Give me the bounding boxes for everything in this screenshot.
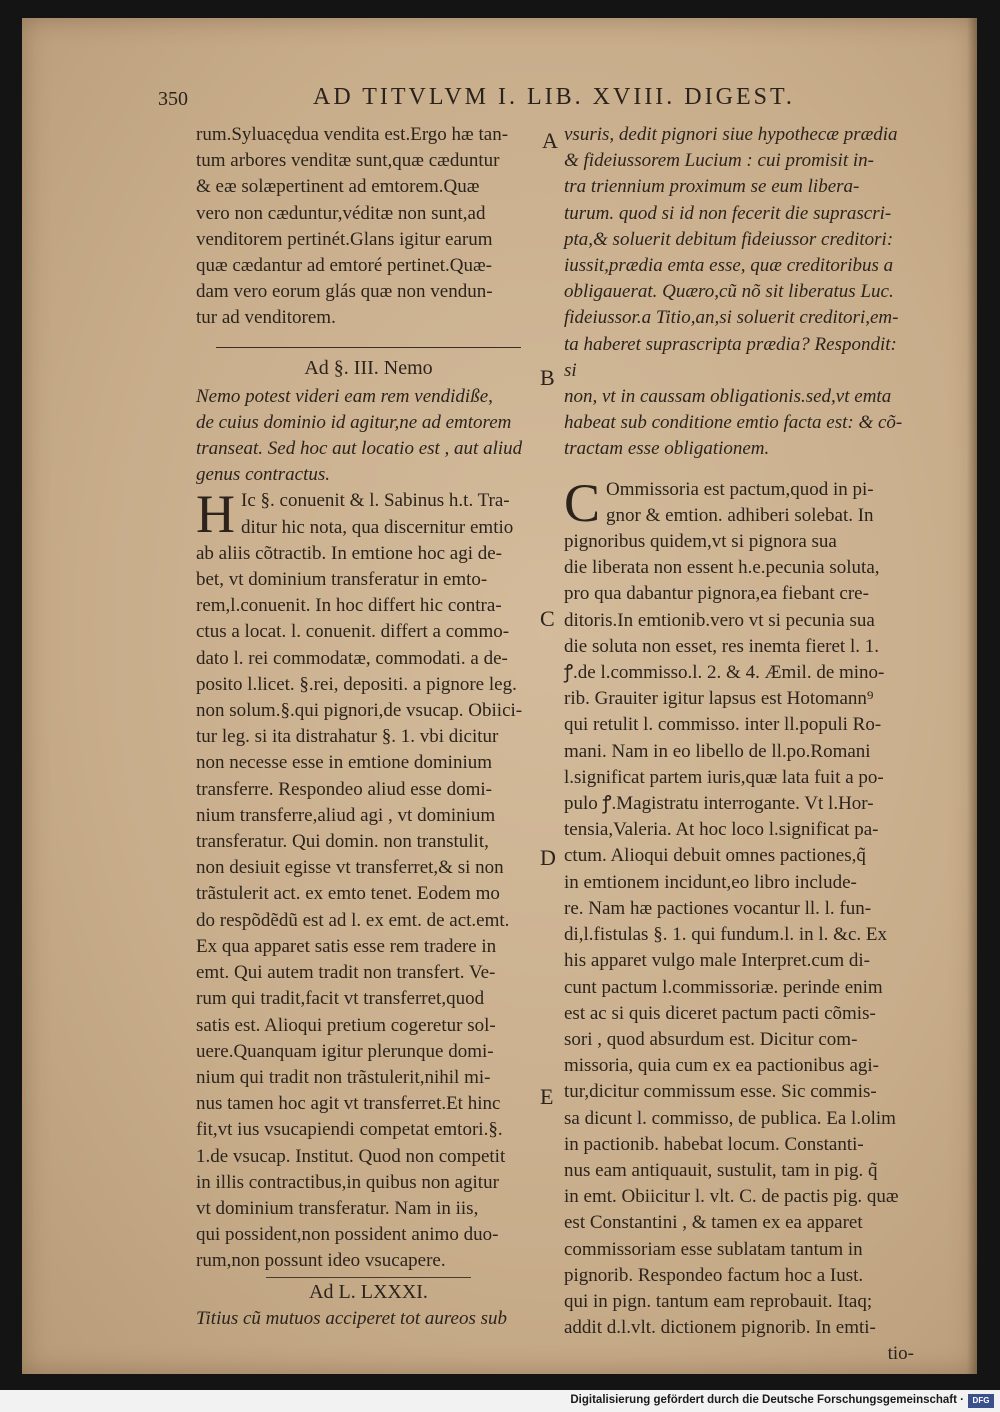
text-line: in illis contractibus,in quibus non agitur	[196, 1171, 499, 1193]
text-line: habeat sub conditione emtio facta est: & cõ-	[564, 412, 903, 434]
text-line: genus contractus.	[196, 464, 331, 486]
left-column	[196, 122, 541, 1332]
text-line: non desiuit egisse vt transferret,& si non	[196, 857, 504, 879]
text-line: tensia,Valeria. At hoc loco l.significat pa-	[564, 819, 879, 841]
text-line: in emt. Obiicitur l. vlt. C. de pactis pig. quæ	[564, 1186, 899, 1208]
text-line: est Constantini , & tamen ex ea apparet	[564, 1212, 863, 1234]
text-line: venditorem pertinét.Glans igitur earum	[196, 228, 493, 250]
text-line: tra triennium proximum se eum libera-	[564, 176, 860, 198]
text-line: commissoriam esse sublatam tantum in	[564, 1238, 863, 1260]
text-line: posito l.licet. §.rei, depositi. a pignore leg.	[196, 673, 517, 695]
text-line: bet, vt dominium transferatur in emto-	[196, 569, 488, 591]
text-line: nus tamen hoc agit vt transferret.Et hinc	[196, 1093, 501, 1115]
margin-letter-b: B	[540, 365, 555, 390]
text-line: pro qua dabantur pignora,ea fiebant cre-	[564, 583, 869, 605]
text-line: pignoribus quidem,vt si pignora sua	[564, 531, 837, 553]
text-line: in pactionib. habebat locum. Constanti-	[564, 1133, 864, 1155]
running-title: AD TITVLVM I. LIB. XVIII. DIGEST.	[313, 84, 795, 110]
text-line: vsuris, dedit pignori siue hypothecæ prædia	[564, 124, 898, 145]
text-line: pta,& soluerit debitum fideiussor creditori:	[564, 228, 894, 250]
lemma-text-continued	[564, 122, 914, 463]
text-line: sori , quod absurdum est. Dicitur com-	[564, 1028, 858, 1050]
text-line: & eæ solæpertinent ad emtorem.Quæ	[196, 176, 480, 198]
lemma-text	[196, 384, 541, 489]
text-line: vt dominium transferatur. Nam in iis,	[196, 1197, 479, 1219]
text-line: nus eam antiquauit, sustulit, tam in pig. q̃	[564, 1159, 878, 1181]
text-line: emt. Qui autem tradit non transfert. Ve-	[196, 962, 496, 984]
text-line: ab aliis cõtractib. In emtione hoc agi de-	[196, 542, 502, 564]
page-gutter-shadow	[967, 18, 977, 1374]
text-line: quæ cædantur ad emtoré pertinet.Quæ-	[196, 255, 493, 277]
text-line: tur ad venditorem.	[196, 307, 336, 329]
page-number: 350	[158, 88, 188, 110]
text-line: qui in pign. tantum eam reprobauit. Itaq;	[564, 1290, 873, 1312]
text-line: turum. quod si id non fecerit die suprascri-	[564, 202, 892, 224]
text-line: Ommissoria est pactum,quod in pi-	[606, 478, 874, 500]
text-line: vero non cæduntur,véditæ non sunt,ad	[196, 202, 486, 224]
text-line: missoria, quia cum ex ea pactionibus agi-	[564, 1055, 879, 1077]
intro-text	[196, 122, 541, 332]
margin-letter-e: E	[540, 1084, 554, 1109]
text-line: rib. Grauiter igitur lapsus est Hotomann⁹	[564, 688, 874, 710]
text-line: Titius cũ mutuos acciperet tot aureos sub	[196, 1307, 508, 1329]
text-line: l.significat partem iuris,quæ lata fuit a po-	[564, 766, 884, 788]
text-line: ꝭ.de l.commisso.l. 2. & 4. Æmil. de mino-	[564, 662, 885, 684]
text-line: ctus a locat. l. conuenit. differt a commo-	[196, 621, 510, 643]
text-line: Ex qua apparet satis esse rem tradere in	[196, 935, 497, 957]
text-line: die soluta non esset, res inemta fieret l. 1.	[564, 635, 879, 657]
text-line: pulo ꝭ.Magistratu interrogante. Vt l.Hor-	[564, 793, 874, 815]
text-line: do respõdẽdũ est ad l. ex emt. de act.emt.	[196, 909, 510, 931]
text-line: gnor & emtion. adhiberi solebat. In	[606, 504, 874, 526]
text-line: non solum.§.qui pignori,de vsucap. Obiici-	[196, 700, 523, 722]
text-line: obligauerat. Quæro,cũ nõ sit liberatus Luc.	[564, 281, 894, 303]
dfg-logo-icon: DFG	[968, 1394, 994, 1408]
commentary-text	[564, 472, 914, 1368]
text-line: transferatur. Qui domin. non transtulit,	[196, 831, 489, 853]
text-line: di,l.fistulas §. 1. qui fundum.l. in l. &c. Ex	[564, 924, 887, 946]
right-column	[564, 122, 914, 1368]
text-line: ctum. Alioqui debuit omnes pactiones,q̃	[564, 845, 866, 867]
text-line: Ic §. conuenit & l. Sabinus h.t. Tra-	[241, 490, 510, 512]
text-line: rum.Syluacędua vendita est.Ergo hæ tan-	[196, 124, 509, 145]
text-line: non necesse esse in emtione dominium	[196, 752, 493, 774]
margin-letter-d: D	[540, 845, 556, 870]
text-line: mani. Nam in eo libello de ll.po.Romani	[564, 740, 871, 762]
text-line: die liberata non essent h.e.pecunia soluta,	[564, 557, 880, 579]
text-line: ditoris.In emtionib.vero vt si pecunia sua	[564, 609, 875, 631]
text-line: trãstulerit act. ex emto tenet. Eodem mo	[196, 883, 500, 905]
margin-letter-a: A	[542, 128, 558, 153]
text-line: & fideiussorem Lucium : cui promisit in-	[564, 150, 874, 172]
text-line: ta haberet suprascripta prædia? Respondit: si	[564, 333, 897, 381]
margin-letter-c: C	[540, 606, 555, 631]
text-line: ditur hic nota, qua discernitur emtio	[241, 516, 514, 538]
text-line: sa dicunt l. commisso, de publica. Ea l.olim	[564, 1107, 896, 1129]
drop-capital: H	[196, 484, 235, 545]
section-rule	[216, 347, 521, 348]
text-line: pignorib. Respondeo factum hoc a Iust.	[564, 1264, 864, 1286]
text-line: transeat. Sed hoc aut locatio est , aut aliud	[196, 438, 523, 460]
text-line: dam vero eorum glás quæ non vendun-	[196, 281, 493, 303]
text-line: rum qui tradit,facit vt transferret,quod	[196, 988, 485, 1010]
text-line: satis est. Alioqui pretium cogeretur sol-	[196, 1014, 496, 1036]
text-line: his apparet vulgo male Interpret.cum di-	[564, 950, 871, 972]
text-line: qui possident,non possident animo duo-	[196, 1224, 499, 1246]
text-line: in emtionem incidunt,eo libro include-	[564, 871, 857, 893]
text-line: tractam esse obligationem.	[564, 438, 770, 460]
commentary-text	[196, 484, 541, 1274]
text-line: qui retulit l. commisso. inter ll.populi Ro-	[564, 714, 882, 736]
text-line: uere.Quanquam igitur plerunque domi-	[196, 1040, 494, 1062]
text-line: de cuius dominio id agitur,ne ad emtorem	[196, 411, 512, 433]
text-line: tur leg. si ita distrahatur §. 1. vbi dicitur	[196, 726, 499, 748]
text-line: est ac si quis diceret pactum pacti cõmis-	[564, 1002, 876, 1024]
section-heading-2: Ad L. LXXXI.	[266, 1277, 471, 1306]
footer-credit: Digitalisierung gefördert durch die Deutsche Forschungsgemeinschaft ·	[570, 1394, 964, 1406]
text-line: 1.de vsucap. Institut. Quod non competit	[196, 1145, 506, 1167]
drop-capital: C	[564, 472, 601, 533]
text-line: Nemo potest videri eam rem vendidiße,	[196, 385, 493, 407]
text-line: tio-	[887, 1343, 914, 1365]
digitization-footer	[0, 1390, 1000, 1412]
text-line: fit,vt ius vsucapiendi competat emtori.§.	[196, 1119, 503, 1141]
text-line: dato l. rei commodatæ, commodati. a de-	[196, 647, 508, 669]
text-line: rum,non possunt ideo vsucapere.	[196, 1250, 446, 1272]
text-line: iussit,prædia emta esse, quæ creditoribus a	[564, 255, 894, 277]
text-line: nium qui tradit non trãstulerit,nihil mi-	[196, 1066, 491, 1088]
text-line: tum arbores venditæ sunt,quæ cæduntur	[196, 150, 500, 172]
text-line: tur,dicitur commissum esse. Sic commis-	[564, 1081, 877, 1103]
text-line: re. Nam hæ pactiones vocantur ll. l. fun-	[564, 897, 872, 919]
section-heading: Ad §. III. Nemo	[304, 356, 433, 379]
text-line: nium transferre,aliud agi , vt dominium	[196, 804, 496, 826]
text-line: cunt pactum l.commissoriæ. perinde enim	[564, 976, 883, 998]
text-line: addit d.l.vlt. dictionem pignorib. In emti-	[564, 1317, 876, 1339]
text-line: fideiussor.a Titio,an,si soluerit creditori,em-	[564, 307, 899, 329]
text-line: non, vt in caussam obligationis.sed,vt emta	[564, 386, 892, 408]
text-line: transferre. Respondeo aliud esse domi-	[196, 778, 492, 800]
text-line: rem,l.conuenit. In hoc differt hic contra-	[196, 595, 502, 617]
